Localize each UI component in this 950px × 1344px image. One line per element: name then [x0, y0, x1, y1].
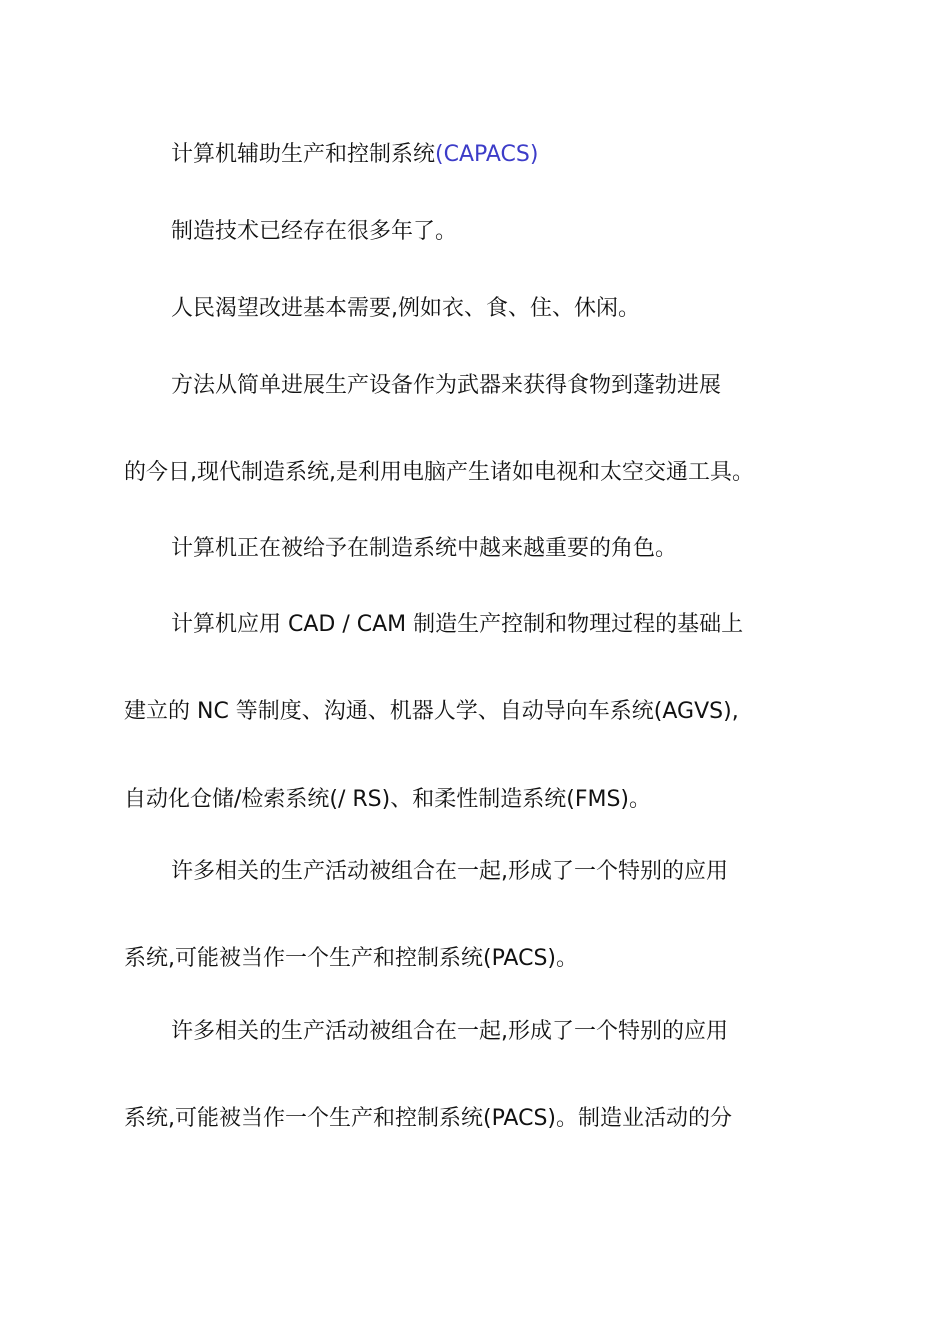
- title-abbreviation: (CAPACS): [435, 142, 539, 167]
- document-title: [171, 140, 774, 170]
- paragraph-line: 系统,可能被当作一个生产和控制系统(PACS)。制造业活动的分: [124, 1106, 733, 1131]
- paragraph-line: 系统,可能被当作一个生产和控制系统(PACS)。: [124, 946, 579, 971]
- paragraph-line: 建立的 NC 等制度、沟通、机器人学、自动导向车系统(AGVS),: [124, 699, 739, 724]
- paragraph-line: 的今日,现代制造系统,是利用电脑产生诸如电视和太空交通工具。: [124, 460, 754, 485]
- title-text: 计算机辅助生产和控制系统: [171, 142, 436, 167]
- paragraph-line: 人民渴望改进基本需要,例如衣、食、住、休闲。: [171, 296, 640, 321]
- paragraph-line: 自动化仓储/检索系统(/ RS)、和柔性制造系统(FMS)。: [124, 787, 652, 812]
- paragraph-line: 许多相关的生产活动被组合在一起,形成了一个特别的应用: [171, 859, 728, 884]
- paragraph-line: 方法从简单进展生产设备作为武器来获得食物到蓬勃进展: [171, 373, 722, 398]
- paragraph-line: 计算机应用 CAD / CAM 制造生产控制和物理过程的基础上: [171, 612, 744, 637]
- paragraph-line: 制造技术已经存在很多年了。: [171, 219, 458, 244]
- paragraph-line: 计算机正在被给予在制造系统中越来越重要的角色。: [171, 536, 678, 561]
- paragraph-line: 许多相关的生产活动被组合在一起,形成了一个特别的应用: [171, 1019, 728, 1044]
